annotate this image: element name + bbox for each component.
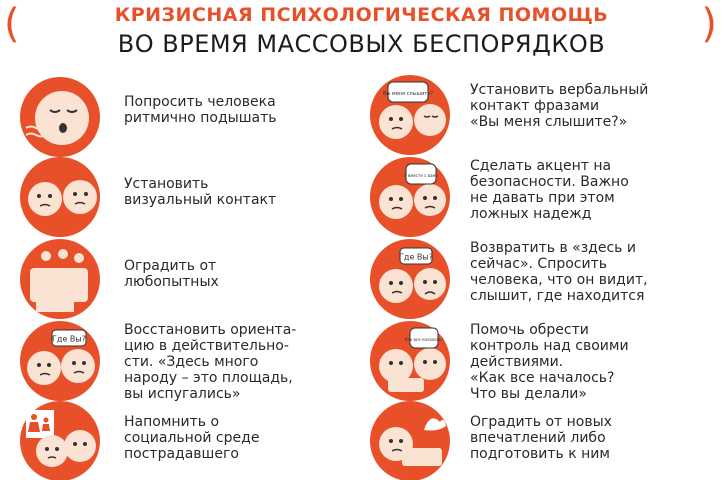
tip-text: Оградить от новых впечатлений либо подготовить к ним (470, 414, 612, 462)
title-line-2: ВО ВРЕМЯ МАССОВЫХ БЕСПОРЯДКОВ (117, 30, 606, 58)
verbal-contact-icon (362, 72, 462, 158)
header (0, 0, 723, 66)
tip-text: Оградить от любопытных (124, 258, 219, 290)
title-line-1: КРИЗИСНАЯ ПСИХОЛОГИЧЕСКАЯ ПОМОЩЬ (114, 4, 609, 26)
family-reminder-icon (12, 398, 112, 480)
speech-bubble-text: Где Вы? (52, 334, 86, 344)
left-bracket-icon: ( (4, 1, 20, 47)
speech-bubble-text: Как все началось? (404, 337, 444, 342)
tip-text: Возвратить в «здесь и сейчас». Спросить человека, что он видит, слышит, где находится (470, 240, 648, 304)
tip-text: Восстановить ориента- цию в действительно- сти. «Здесь много народу – это площадь, вы испугались» (124, 322, 297, 402)
shield-from-impressions-icon (362, 398, 462, 480)
orientation-dialog-icon (12, 318, 112, 404)
regain-control-icon (362, 318, 462, 404)
speech-bubble-text: Я вместе с вами (403, 173, 439, 178)
tip-text: Попросить человека ритмично подышать (124, 94, 277, 126)
right-bracket-icon: ) (701, 1, 717, 47)
breathing-face-icon (12, 74, 112, 160)
tip-text: Сделать акцент на безопасности. Важно не давать при этом ложных надежд (470, 158, 629, 222)
here-and-now-icon (362, 236, 462, 322)
shielding-hand-icon (12, 236, 112, 322)
speech-bubble-text: Вы меня слышите? (382, 91, 434, 97)
eye-contact-faces-icon (12, 154, 112, 240)
speech-bubble-text: Где Вы? (399, 252, 433, 262)
tip-text: Напомнить о социальной среде пострадавшего (124, 414, 260, 462)
tip-text: Установить вербальный контакт фразами «Вы меня слышите?» (470, 82, 649, 130)
tip-text: Помочь обрести контроль над своими действиями. «Как все началось? Что вы делали» (470, 322, 629, 402)
tip-text: Установить визуальный контакт (124, 176, 277, 208)
safety-emphasis-icon (362, 154, 462, 240)
